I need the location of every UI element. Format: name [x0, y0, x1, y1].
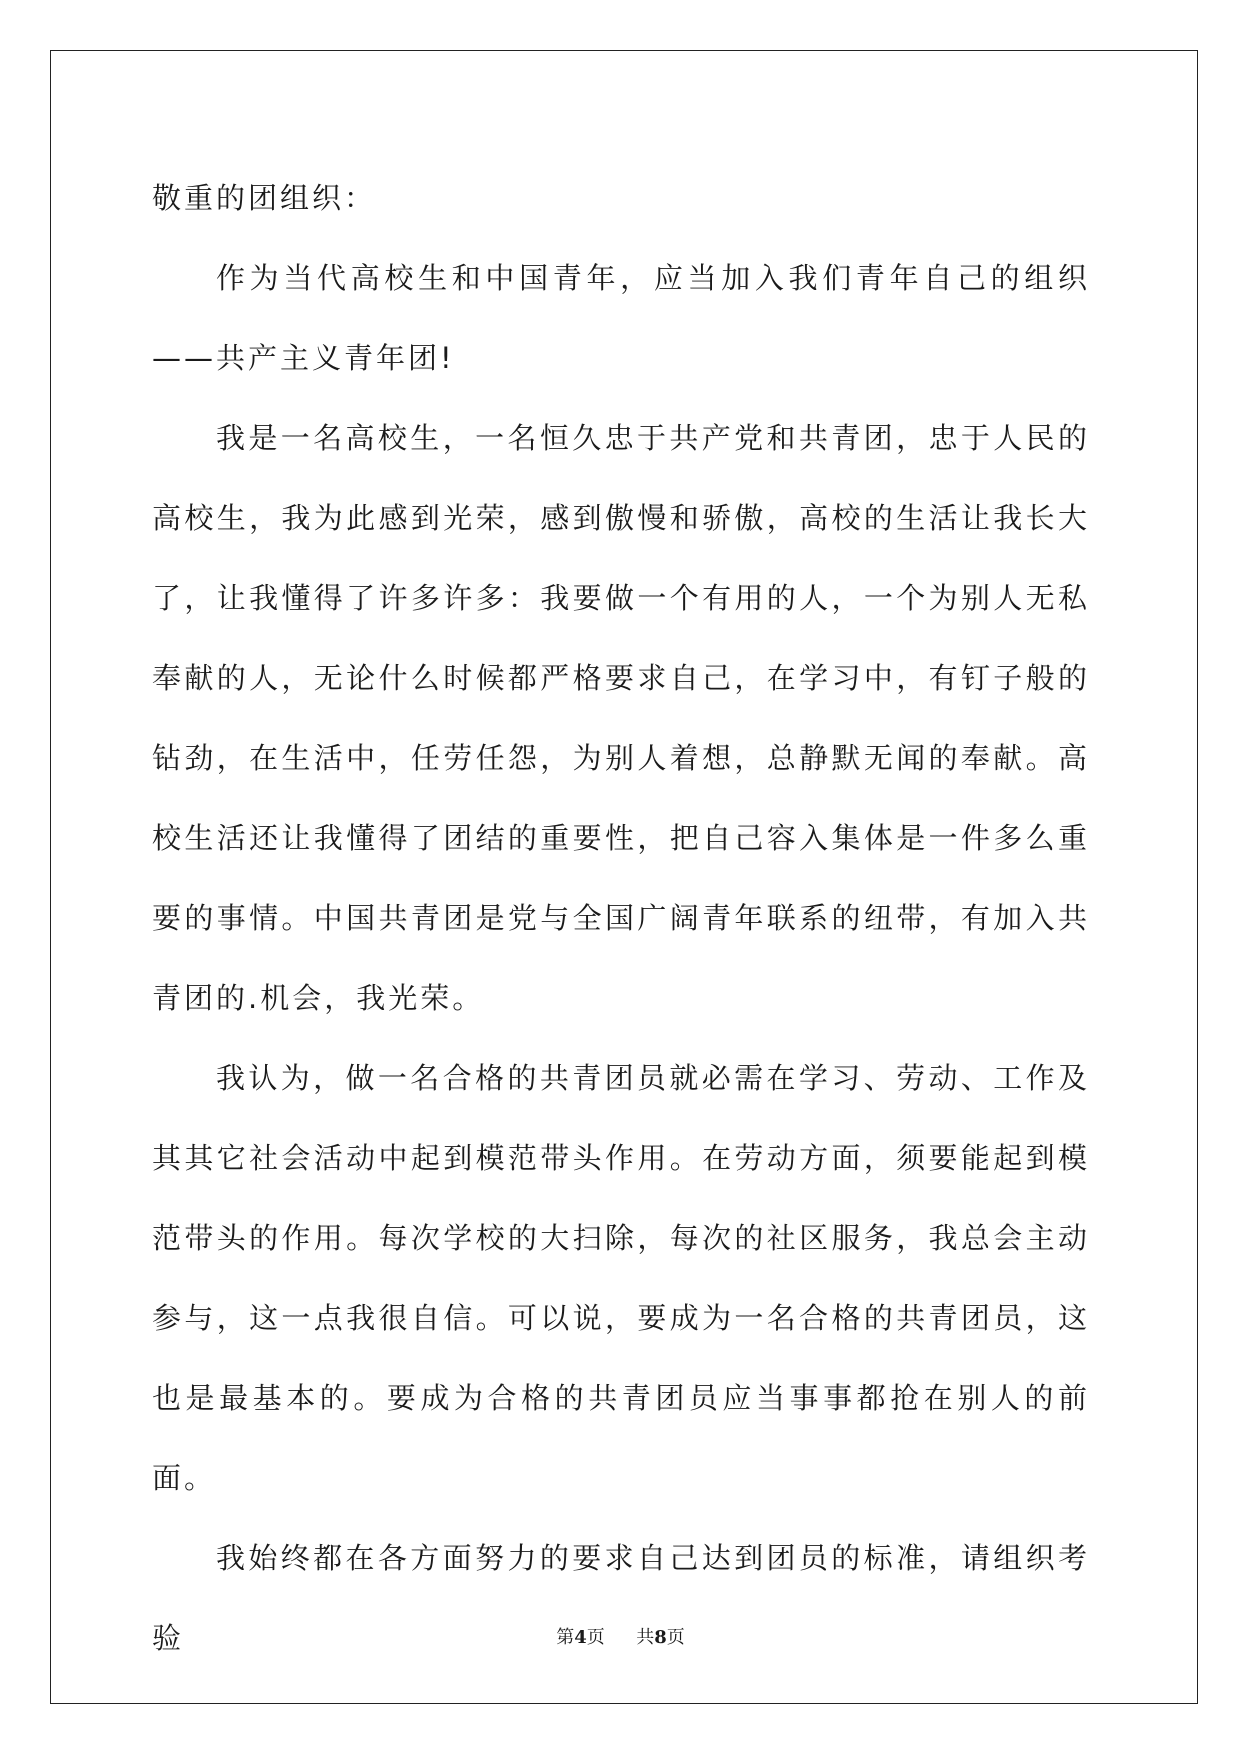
page-footer — [0, 1623, 1241, 1649]
paragraph-4: 我始终都在各方面努力的要求自己达到团员的标准，请组织考验 — [152, 1541, 1090, 1655]
page-suffix: 页 — [586, 1627, 605, 1648]
total-suffix: 页 — [666, 1627, 685, 1648]
current-page: 4 — [574, 1627, 587, 1648]
page-number — [556, 1627, 610, 1648]
total-page-count: 8 — [654, 1627, 667, 1648]
salutation: 敬重的团组织： — [152, 181, 377, 215]
total-prefix: 共 — [636, 1627, 655, 1648]
document-body — [152, 158, 1090, 1678]
paragraph-3: 我认为，做一名合格的共青团员就必需在学习、劳动、工作及其其它社会活动中起到模范带头作用。在劳动方面，须要能起到模范带头的作用。每次学校的大扫除，每次的社区服务，我总会主动参与，这一点我很自信。可以说，要成为一名合格的共青团员，这也是最基本的。要成为合格的共青团员应当事事都抢在别人的前面。 — [152, 1061, 1090, 1495]
paragraph-2: 我是一名高校生，一名恒久忠于共产党和共青团，忠于人民的高校生，我为此感到光荣，感到傲慢和骄傲，高校的生活让我长大了，让我懂得了许多许多：我要做一个有用的人，一个为别人无私奉献的人，无论什么时候都严格要求自己，在学习中，有钉子般的钻劲，在生活中，任劳任怨，为别人着想，总静默无闻的奉献。高校生活还让我懂得了团结的重要性，把自己容入集体是一件多么重要的事情。中国共青团是党与全国广阔青年联系的纽带，有加入共青团的.机会，我光荣。 — [152, 421, 1090, 1015]
page-prefix: 第 — [556, 1627, 575, 1648]
paragraph-1: 作为当代高校生和中国青年，应当加入我们青年自己的组织——共产主义青年团! — [152, 261, 1090, 375]
total-pages — [636, 1627, 685, 1648]
